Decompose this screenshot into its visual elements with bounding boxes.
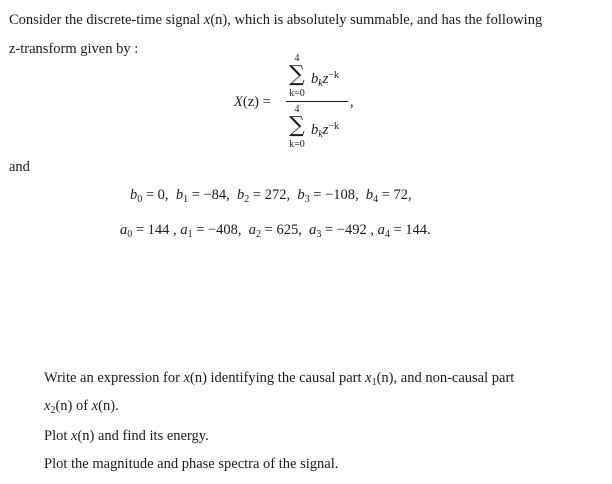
denominator-b-index: k <box>318 129 323 140</box>
task-1-line-1 <box>44 369 514 392</box>
task-1-text: Write an expression for <box>44 370 184 386</box>
a-coefficient <box>378 222 431 238</box>
a-index: 0 <box>127 229 133 240</box>
denominator-upper-limit: 4 <box>294 104 300 115</box>
formula-lhs-symbol: X <box>234 94 243 110</box>
a-symbol: a <box>248 222 257 238</box>
a-value: = 144. <box>389 222 431 238</box>
denominator-z-exponent: −k <box>328 121 339 132</box>
a-value: = −408, <box>192 222 242 238</box>
b-index: 3 <box>304 194 310 205</box>
denominator-z: z <box>322 122 329 138</box>
task-1-line-2 <box>44 397 119 420</box>
a-value: = 625, <box>261 222 302 238</box>
signal-argument: (n) <box>98 398 116 414</box>
b-value: = 272, <box>249 187 291 203</box>
numerator-lower-limit: k=0 <box>289 88 305 99</box>
b-coefficient <box>237 187 290 203</box>
formula-trailing-comma: , <box>350 94 354 110</box>
intro-text-start: Consider the discrete-time signal <box>9 12 204 28</box>
numerator-b-index: k <box>318 78 323 89</box>
task-1-text: of <box>72 398 92 414</box>
b-value: = 0, <box>142 187 169 203</box>
task-2 <box>44 427 209 445</box>
numerator-term <box>311 67 339 93</box>
signal-argument: (n) <box>189 370 207 386</box>
denominator-term <box>311 118 339 144</box>
b-symbol: b <box>297 187 305 203</box>
b-coefficient <box>366 187 412 203</box>
a-symbol: a <box>120 222 128 238</box>
a-coefficient <box>180 222 241 238</box>
a-coefficient <box>249 222 302 238</box>
a-value: = 144 , <box>132 222 177 238</box>
b-index: 1 <box>183 194 189 205</box>
numerator-b: b <box>311 71 319 87</box>
a-coefficient <box>120 222 177 238</box>
b-symbol: b <box>237 187 245 203</box>
noncausal-part-index: 2 <box>50 405 56 416</box>
b-index: 0 <box>137 194 143 205</box>
noncausal-part-argument: (n) <box>55 398 73 414</box>
signal-symbol: x <box>71 428 78 444</box>
formula-lhs <box>234 93 271 111</box>
causal-part-index: 1 <box>371 377 377 388</box>
noncausal-part-symbol: x <box>44 398 51 414</box>
task-1-text: identifying the causal part <box>206 370 366 386</box>
a-coefficient <box>309 222 374 238</box>
a-symbol: a <box>377 222 385 238</box>
a-symbol: a <box>180 222 188 238</box>
numerator-z: z <box>322 71 329 87</box>
signal-symbol: x <box>203 12 211 28</box>
a-index: 3 <box>316 229 322 240</box>
a-coefficients <box>120 221 431 244</box>
causal-part-argument: (n) <box>376 370 394 386</box>
intro-line-1 <box>9 11 542 29</box>
b-symbol: b <box>365 187 374 203</box>
intro-text-end: , which is absolutely summable, and has the following <box>227 12 543 28</box>
signal-symbol: x <box>91 398 99 414</box>
a-index: 4 <box>384 229 390 240</box>
a-index: 2 <box>256 229 262 240</box>
b-coefficient <box>297 187 358 203</box>
b-index: 4 <box>373 194 379 205</box>
task-1-text: . <box>115 398 119 414</box>
task-2-text: Plot <box>44 428 71 444</box>
intro-line-2: z-transform given by : <box>9 41 139 57</box>
formula-lhs-argument: (z) = <box>242 94 271 110</box>
signal-symbol: x <box>183 370 190 386</box>
denominator-lower-limit: k=0 <box>289 139 305 150</box>
b-value: = −84, <box>188 187 230 203</box>
task-3: Plot the magnitude and phase spectra of the signal. <box>44 456 339 472</box>
b-index: 2 <box>244 194 250 205</box>
task-1-text: , and non-causal part <box>393 370 515 386</box>
denominator-b: b <box>311 122 319 138</box>
numerator-sigma: ∑ <box>289 62 305 87</box>
b-symbol: b <box>175 187 184 203</box>
b-coefficients <box>130 186 412 209</box>
signal-argument: (n) <box>77 428 95 444</box>
and-word: and <box>9 159 30 175</box>
task-2-text: and find its energy. <box>94 428 209 444</box>
a-index: 1 <box>187 229 193 240</box>
a-value: = −492 , <box>321 222 374 238</box>
b-value: = 72, <box>378 187 412 203</box>
b-coefficient <box>130 187 169 203</box>
a-symbol: a <box>309 222 317 238</box>
b-value: = −108, <box>309 187 359 203</box>
fraction-bar <box>286 101 348 102</box>
numerator-upper-limit: 4 <box>294 53 300 64</box>
causal-part-symbol: x <box>365 370 372 386</box>
denominator-sigma: ∑ <box>289 113 305 138</box>
b-coefficient <box>176 187 230 203</box>
b-symbol: b <box>130 187 138 203</box>
signal-argument: (n) <box>210 12 228 28</box>
numerator-z-exponent: −k <box>328 70 339 81</box>
